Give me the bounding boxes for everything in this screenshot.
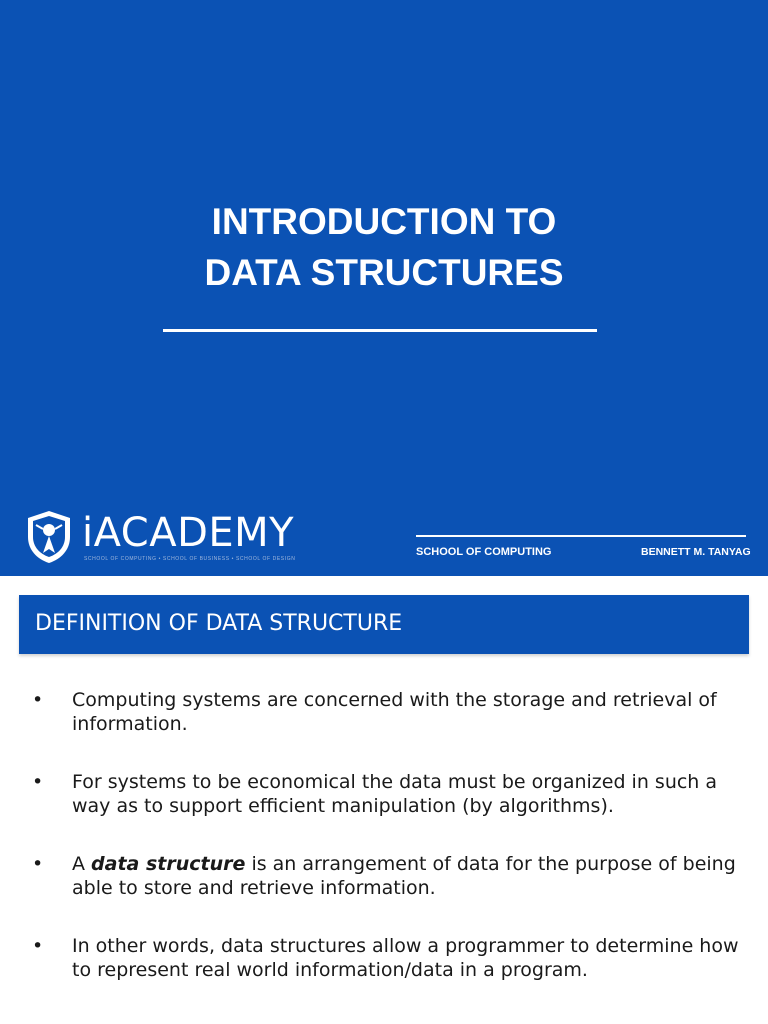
footer-author: BENNETT M. TANYAG	[641, 546, 751, 558]
bullet-icon: •	[32, 935, 44, 957]
seal-icon	[24, 509, 74, 565]
bullet-list	[30, 688, 750, 1016]
title-underline	[163, 329, 597, 332]
bullet-item	[30, 934, 750, 982]
logo-tagline: SCHOOL OF COMPUTING • SCHOOL OF BUSINESS • SCHOOL OF DESIGN	[84, 556, 296, 562]
bullet-item	[30, 688, 750, 736]
section-heading: DEFINITION OF DATA STRUCTURE	[35, 611, 403, 636]
bullet-icon: •	[32, 689, 44, 711]
definition-slide	[0, 576, 768, 1024]
bullet-item	[30, 770, 750, 818]
footer-divider	[416, 535, 746, 537]
section-banner	[19, 595, 749, 654]
bullet-text-post: is an arrangement of data for the purpose of being able to store and retrieve information.	[72, 853, 736, 899]
iacademy-logo	[24, 509, 304, 569]
footer-school: SCHOOL OF COMPUTING	[416, 546, 552, 558]
logo-wordmark: iACADEMY	[82, 510, 295, 556]
defined-term: data structure	[91, 853, 246, 875]
slide-title-line-1: INTRODUCTION TO	[211, 201, 557, 242]
bullet-icon: •	[32, 771, 44, 793]
slide-title-line-2: DATA STRUCTURES	[204, 252, 564, 293]
bullet-icon: •	[32, 853, 44, 875]
bullet-text-pre: A	[72, 853, 92, 875]
bullet-text: Computing systems are concerned with the storage and retrieval of information.	[72, 689, 717, 735]
bullet-item	[30, 852, 750, 900]
bullet-text: In other words, data structures allow a programmer to determine how to represent real world information/data in a program.	[72, 935, 739, 981]
slide-title	[0, 196, 768, 298]
bullet-text: For systems to be economical the data must be organized in such a way as to support efficient manipulation (by algorithms).	[72, 771, 718, 817]
